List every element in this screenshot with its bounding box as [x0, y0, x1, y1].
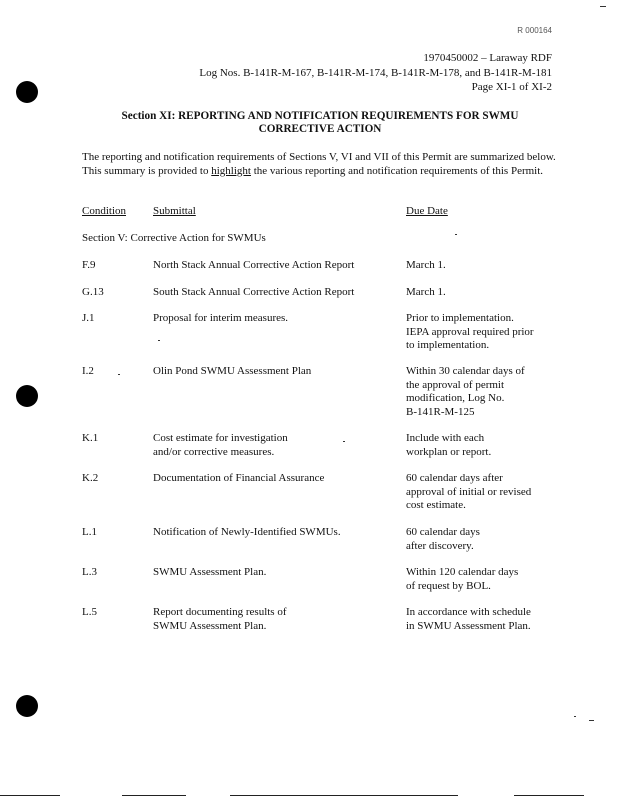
row-due-date: Prior to implementation. IEPA approval required prior to implementation. [406, 312, 534, 351]
intro-highlight-word: highlight [211, 164, 251, 177]
row-due-date: 60 calendar days after discovery. [406, 526, 480, 552]
scan-mark [118, 374, 120, 375]
row-submittal: Olin Pond SWMU Assessment Plan [153, 365, 312, 377]
intro-text-1: The reporting and notification requirements of Sections V, VI and VII of this Permit are summarized below. This summary is provided to [82, 151, 556, 177]
scan-edge-line [0, 795, 60, 796]
row-due-date: Include with each workplan or report. [406, 432, 492, 458]
row-condition: K.2 [82, 472, 99, 484]
section-title [60, 110, 580, 136]
intro-paragraph [82, 151, 562, 178]
column-header-condition: Condition [82, 205, 127, 217]
row-submittal: Report documenting results of SWMU Assessment Plan. [153, 606, 287, 632]
section-title-line2: CORRECTIVE ACTION [258, 123, 382, 135]
row-submittal: Notification of Newly-Identified SWMUs. [153, 526, 341, 538]
column-header-submittal: Submittal [153, 205, 196, 217]
header-page-number: Page XI-1 of XI-2 [471, 81, 552, 93]
row-due-date: Within 120 calendar days of request by BOL. [406, 566, 519, 592]
scan-edge-line [514, 795, 584, 796]
row-submittal: Documentation of Financial Assurance [153, 472, 325, 484]
row-condition: K.1 [82, 432, 99, 444]
row-submittal: South Stack Annual Corrective Action Report [153, 286, 355, 298]
row-submittal: SWMU Assessment Plan. [153, 566, 267, 578]
row-condition: J.1 [82, 312, 95, 324]
punch-hole [16, 695, 38, 717]
row-submittal: Proposal for interim measures. [153, 312, 289, 324]
row-submittal: North Stack Annual Corrective Action Report [153, 259, 355, 271]
row-condition: I.2 [82, 365, 94, 377]
row-due-date: 60 calendar days after approval of initial or revised cost estimate. [406, 472, 532, 511]
scan-edge-line [122, 795, 186, 796]
scan-mark [343, 441, 345, 442]
header-log-numbers: Log Nos. B-141R-M-167, B-141R-M-174, B-141R-M-178, and B-141R-M-181 [199, 67, 552, 79]
section-title-line1: Section XI: REPORTING AND NOTIFICATION REQUIREMENTS FOR SWMU [121, 110, 519, 122]
row-submittal: Cost estimate for investigation and/or corrective measures. [153, 432, 288, 458]
section-heading: Section V: Corrective Action for SWMUs [82, 232, 266, 244]
row-due-date: March 1. [406, 259, 446, 271]
punch-hole [16, 385, 38, 407]
scan-edge-line [230, 795, 458, 796]
scan-mark [600, 6, 606, 7]
column-header-due-date: Due Date [406, 205, 448, 217]
row-due-date: March 1. [406, 286, 446, 298]
row-condition: F.9 [82, 259, 96, 271]
scan-mark [574, 716, 576, 717]
intro-text-2: the various reporting and notification requirements of this Permit. [250, 164, 544, 177]
header-permit-id: 1970450002 – Laraway RDF [423, 52, 552, 64]
row-due-date: In accordance with schedule in SWMU Assessment Plan. [406, 606, 531, 632]
row-condition: G.13 [82, 286, 104, 298]
row-condition: L.1 [82, 526, 97, 538]
document-stamp: R 000164 [517, 26, 552, 35]
scan-mark [589, 720, 594, 721]
scan-mark [455, 234, 457, 235]
row-condition: L.5 [82, 606, 97, 618]
punch-hole [16, 81, 38, 103]
row-due-date: Within 30 calendar days of the approval of permit modification, Log No. B-141R-M-125 [406, 365, 525, 418]
scan-mark [158, 340, 160, 341]
row-condition: L.3 [82, 566, 97, 578]
